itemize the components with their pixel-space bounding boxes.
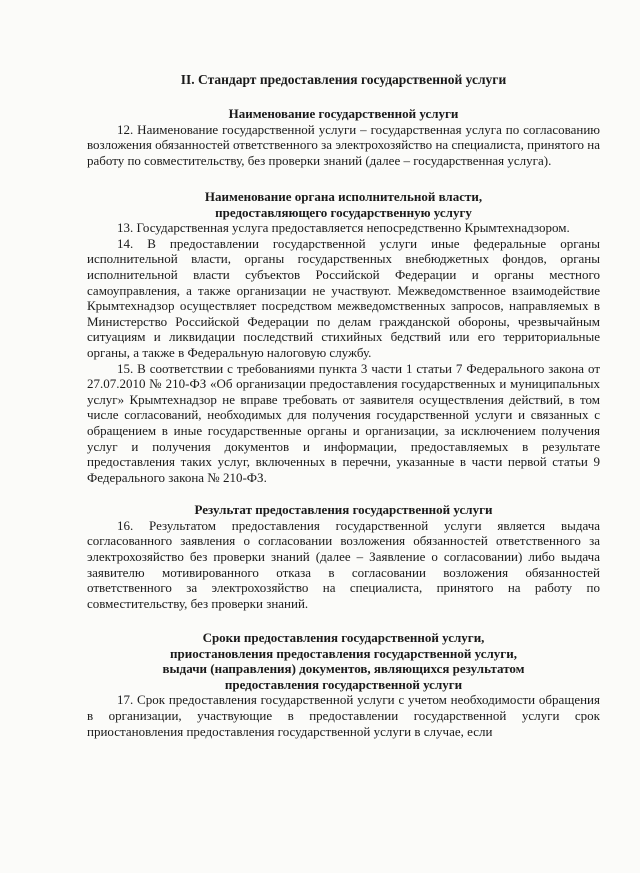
section-service-name [87,106,600,168]
section-heading [87,106,600,122]
paragraph-12: 12. Наименование государственной услуги – государственная услуга по согласованию возложения обязанностей ответственного за электрохозяйство на специалиста, принятого на работу по совместительству, без проверки знаний (далее – государственная услуга). [87,121,600,168]
paragraph-15: 15. В соответствии с требованиями пункта 3 части 1 статьи 7 Федерального закона от 27.07.2010 № 210-ФЗ «Об организации предоставления государственных и муниципальных услуг» Крымтехнадзор не вправе требовать от заявителя осуществления действий, в том числе согласований, необходимых для получения государственной услуги и связанных с обращением в иные государственные органы и организации, за исключением получения услуг и получения документов и информации, предоставляемых в результате предоставления таких услуг, включенных в перечни, указанные в части первой статьи 9 Федерального закона № 210-ФЗ. [87,360,600,485]
section-executive-body [87,189,600,485]
section-heading [87,189,600,220]
section-heading-line: Результат предоставления государственной услуги [194,502,493,518]
paragraph-16: 16. Результатом предоставления государственной услуги является выдача согласованного заявления о согласовании возложения обязанностей ответственного за электрохозяйство без проверки знаний (далее – Заявление о согласовании) либо выдача заявителю мотивированного отказа в согласовании возложения обязанностей ответственного за электрохозяйство на специалиста, принятого на работу по совместительству, без проверки знаний. [87,517,600,611]
section-service-result [87,502,600,611]
section-heading-line: предоставляющего государственную услугу [215,204,472,220]
document-title: II. Стандарт предоставления государственной услуги [180,72,507,87]
paragraph-14: 14. В предоставлении государственной услуги иные федеральные органы исполнительной власти, органы государственных внебюджетных фондов, органы исполнительной власти субъектов Российской Федерации и органы местного самоуправления, а также организации не участвуют. Межведомственное взаимодействие Крымтехнадзор осуществляет посредством межведомственных запросов, направляемых в Министерство Российской Федерации по делам гражданской обороны, чрезвычайным ситуациям и ликвидации последствий стихийных бедствий или его территориальные органы, а также в Федеральную налоговую службу. [87,235,600,361]
section-heading [87,502,600,518]
section-heading-line: выдачи (направления) документов, являющихся результатом [162,661,525,677]
section-heading-line: приостановления предоставления государственной услуги, [170,645,517,661]
section-service-deadlines [87,630,600,739]
paragraph-17: 17. Срок предоставления государственной услуги с учетом необходимости обращения в организации, участвующие в предоставлении государственной услуги срок приостановления предоставления государственной услуги в случае, если [87,692,600,739]
section-heading-line: предоставления государственной услуги [224,676,463,692]
section-heading-line: Наименование органа исполнительной власти, [204,189,483,205]
section-heading-line: Наименование государственной услуги [228,106,459,121]
section-heading [87,630,600,692]
paragraph-13: 13. Государственная услуга предоставляется непосредственно Крымтехнадзором. [117,220,570,236]
section-heading-line: Сроки предоставления государственной услуги, [202,630,485,646]
